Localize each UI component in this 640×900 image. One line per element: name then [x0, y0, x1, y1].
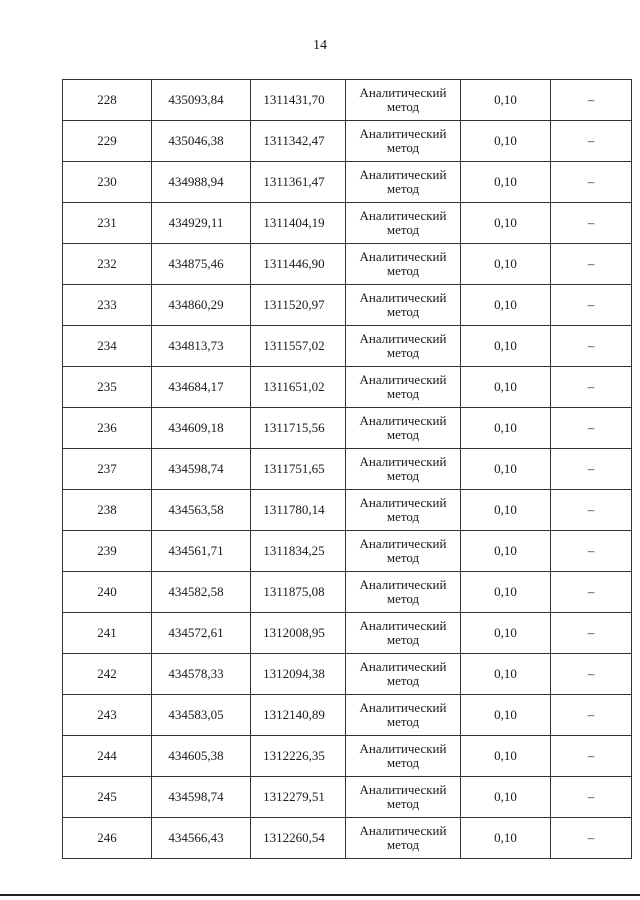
accuracy-cell: 0,10: [461, 121, 551, 162]
description-cell: –: [551, 818, 632, 859]
method-line-2: метод: [386, 591, 420, 606]
table-row: [63, 285, 632, 326]
accuracy-cell: 0,10: [461, 326, 551, 367]
accuracy-cell: 0,10: [461, 408, 551, 449]
accuracy-cell: 0,10: [461, 695, 551, 736]
x-coordinate-cell: 434609,18: [152, 408, 251, 449]
x-coordinate-cell: 434598,74: [152, 449, 251, 490]
method-line-1: Аналитический: [359, 454, 447, 469]
point-number-cell: 237: [63, 449, 152, 490]
method-line-2: метод: [386, 755, 420, 770]
method-cell: [346, 326, 461, 367]
description-cell: –: [551, 326, 632, 367]
accuracy-cell: 0,10: [461, 367, 551, 408]
y-coordinate-cell: 1311446,90: [251, 244, 346, 285]
method-line-1: Аналитический: [359, 823, 447, 838]
table-row: [63, 654, 632, 695]
method-cell: [346, 408, 461, 449]
method-cell: [346, 818, 461, 859]
x-coordinate-cell: 434598,74: [152, 777, 251, 818]
method-line-2: метод: [386, 550, 420, 565]
method-cell: [346, 531, 461, 572]
method-cell: [346, 777, 461, 818]
y-coordinate-cell: 1311557,02: [251, 326, 346, 367]
description-cell: –: [551, 408, 632, 449]
x-coordinate-cell: 434583,05: [152, 695, 251, 736]
table-row: [63, 736, 632, 777]
method-line-2: метод: [386, 263, 420, 278]
x-coordinate-cell: 434684,17: [152, 367, 251, 408]
method-line-2: метод: [386, 427, 420, 442]
y-coordinate-cell: 1312008,95: [251, 613, 346, 654]
method-cell: [346, 367, 461, 408]
point-number-cell: 236: [63, 408, 152, 449]
method-line-2: метод: [386, 632, 420, 647]
x-coordinate-cell: 434929,11: [152, 203, 251, 244]
method-line-2: метод: [386, 181, 420, 196]
accuracy-cell: 0,10: [461, 654, 551, 695]
method-line-2: метод: [386, 673, 420, 688]
y-coordinate-cell: 1311751,65: [251, 449, 346, 490]
point-number-cell: 230: [63, 162, 152, 203]
accuracy-cell: 0,10: [461, 818, 551, 859]
method-line-2: метод: [386, 304, 420, 319]
method-cell: [346, 695, 461, 736]
method-line-1: Аналитический: [359, 577, 447, 592]
y-coordinate-cell: 1312279,51: [251, 777, 346, 818]
method-cell: [346, 203, 461, 244]
method-line-1: Аналитический: [359, 290, 447, 305]
y-coordinate-cell: 1311431,70: [251, 80, 346, 121]
method-cell: [346, 244, 461, 285]
coordinates-table-body: [63, 80, 632, 859]
y-coordinate-cell: 1312260,54: [251, 818, 346, 859]
page-number: 14: [313, 38, 327, 53]
description-cell: –: [551, 203, 632, 244]
method-cell: [346, 80, 461, 121]
method-cell: [346, 449, 461, 490]
accuracy-cell: 0,10: [461, 203, 551, 244]
method-line-1: Аналитический: [359, 413, 447, 428]
method-line-1: Аналитический: [359, 126, 447, 141]
method-cell: [346, 285, 461, 326]
method-line-2: метод: [386, 468, 420, 483]
method-line-1: Аналитический: [359, 331, 447, 346]
accuracy-cell: 0,10: [461, 80, 551, 121]
description-cell: –: [551, 654, 632, 695]
table-row: [63, 613, 632, 654]
x-coordinate-cell: 434860,29: [152, 285, 251, 326]
accuracy-cell: 0,10: [461, 244, 551, 285]
point-number-cell: 242: [63, 654, 152, 695]
table-row: [63, 203, 632, 244]
description-cell: –: [551, 490, 632, 531]
accuracy-cell: 0,10: [461, 531, 551, 572]
accuracy-cell: 0,10: [461, 490, 551, 531]
x-coordinate-cell: 434813,73: [152, 326, 251, 367]
table-row: [63, 695, 632, 736]
method-line-1: Аналитический: [359, 741, 447, 756]
accuracy-cell: 0,10: [461, 736, 551, 777]
x-coordinate-cell: 434605,38: [152, 736, 251, 777]
method-line-2: метод: [386, 509, 420, 524]
method-line-1: Аналитический: [359, 700, 447, 715]
y-coordinate-cell: 1311875,08: [251, 572, 346, 613]
table-row: [63, 449, 632, 490]
description-cell: –: [551, 162, 632, 203]
y-coordinate-cell: 1311520,97: [251, 285, 346, 326]
method-line-1: Аналитический: [359, 372, 447, 387]
method-line-1: Аналитический: [359, 659, 447, 674]
table-row: [63, 572, 632, 613]
method-line-1: Аналитический: [359, 208, 447, 223]
method-line-1: Аналитический: [359, 618, 447, 633]
point-number-cell: 244: [63, 736, 152, 777]
point-number-cell: 243: [63, 695, 152, 736]
method-cell: [346, 490, 461, 531]
table-row: [63, 818, 632, 859]
method-line-1: Аналитический: [359, 782, 447, 797]
method-line-1: Аналитический: [359, 167, 447, 182]
accuracy-cell: 0,10: [461, 613, 551, 654]
description-cell: –: [551, 531, 632, 572]
x-coordinate-cell: 434988,94: [152, 162, 251, 203]
x-coordinate-cell: 434563,58: [152, 490, 251, 531]
description-cell: –: [551, 244, 632, 285]
y-coordinate-cell: 1312094,38: [251, 654, 346, 695]
point-number-cell: 241: [63, 613, 152, 654]
x-coordinate-cell: 434572,61: [152, 613, 251, 654]
method-cell: [346, 121, 461, 162]
point-number-cell: 246: [63, 818, 152, 859]
description-cell: –: [551, 777, 632, 818]
y-coordinate-cell: 1311834,25: [251, 531, 346, 572]
point-number-cell: 228: [63, 80, 152, 121]
accuracy-cell: 0,10: [461, 449, 551, 490]
point-number-cell: 232: [63, 244, 152, 285]
accuracy-cell: 0,10: [461, 162, 551, 203]
y-coordinate-cell: 1311780,14: [251, 490, 346, 531]
method-line-2: метод: [386, 796, 420, 811]
y-coordinate-cell: 1311342,47: [251, 121, 346, 162]
table-row: [63, 777, 632, 818]
description-cell: –: [551, 736, 632, 777]
table-row: [63, 367, 632, 408]
point-number-cell: 239: [63, 531, 152, 572]
x-coordinate-cell: 434582,58: [152, 572, 251, 613]
table-row: [63, 531, 632, 572]
point-number-cell: 235: [63, 367, 152, 408]
x-coordinate-cell: 434578,33: [152, 654, 251, 695]
table-row: [63, 326, 632, 367]
table-row: [63, 244, 632, 285]
method-line-1: Аналитический: [359, 536, 447, 551]
y-coordinate-cell: 1311715,56: [251, 408, 346, 449]
table-row: [63, 408, 632, 449]
x-coordinate-cell: 434561,71: [152, 531, 251, 572]
table-row: [63, 121, 632, 162]
accuracy-cell: 0,10: [461, 285, 551, 326]
table-row: [63, 162, 632, 203]
method-line-2: метод: [386, 345, 420, 360]
method-cell: [346, 613, 461, 654]
method-cell: [346, 162, 461, 203]
accuracy-cell: 0,10: [461, 572, 551, 613]
method-line-1: Аналитический: [359, 249, 447, 264]
description-cell: –: [551, 572, 632, 613]
coordinates-table: [62, 79, 632, 859]
x-coordinate-cell: 435093,84: [152, 80, 251, 121]
method-line-2: метод: [386, 140, 420, 155]
y-coordinate-cell: 1312140,89: [251, 695, 346, 736]
description-cell: –: [551, 613, 632, 654]
method-line-2: метод: [386, 222, 420, 237]
point-number-cell: 229: [63, 121, 152, 162]
y-coordinate-cell: 1311404,19: [251, 203, 346, 244]
point-number-cell: 234: [63, 326, 152, 367]
description-cell: –: [551, 285, 632, 326]
x-coordinate-cell: 435046,38: [152, 121, 251, 162]
method-line-1: Аналитический: [359, 495, 447, 510]
point-number-cell: 238: [63, 490, 152, 531]
point-number-cell: 240: [63, 572, 152, 613]
point-number-cell: 233: [63, 285, 152, 326]
method-cell: [346, 572, 461, 613]
point-number-cell: 245: [63, 777, 152, 818]
y-coordinate-cell: 1311361,47: [251, 162, 346, 203]
method-cell: [346, 736, 461, 777]
method-line-1: Аналитический: [359, 85, 447, 100]
accuracy-cell: 0,10: [461, 777, 551, 818]
description-cell: –: [551, 449, 632, 490]
method-line-2: метод: [386, 837, 420, 852]
description-cell: –: [551, 695, 632, 736]
description-cell: –: [551, 121, 632, 162]
table-row: [63, 490, 632, 531]
description-cell: –: [551, 367, 632, 408]
x-coordinate-cell: 434875,46: [152, 244, 251, 285]
point-number-cell: 231: [63, 203, 152, 244]
y-coordinate-cell: 1311651,02: [251, 367, 346, 408]
bottom-edge-rule: [0, 894, 640, 896]
method-line-2: метод: [386, 386, 420, 401]
table-row: [63, 80, 632, 121]
method-cell: [346, 654, 461, 695]
x-coordinate-cell: 434566,43: [152, 818, 251, 859]
description-cell: –: [551, 80, 632, 121]
method-line-2: метод: [386, 99, 420, 114]
method-line-2: метод: [386, 714, 420, 729]
y-coordinate-cell: 1312226,35: [251, 736, 346, 777]
